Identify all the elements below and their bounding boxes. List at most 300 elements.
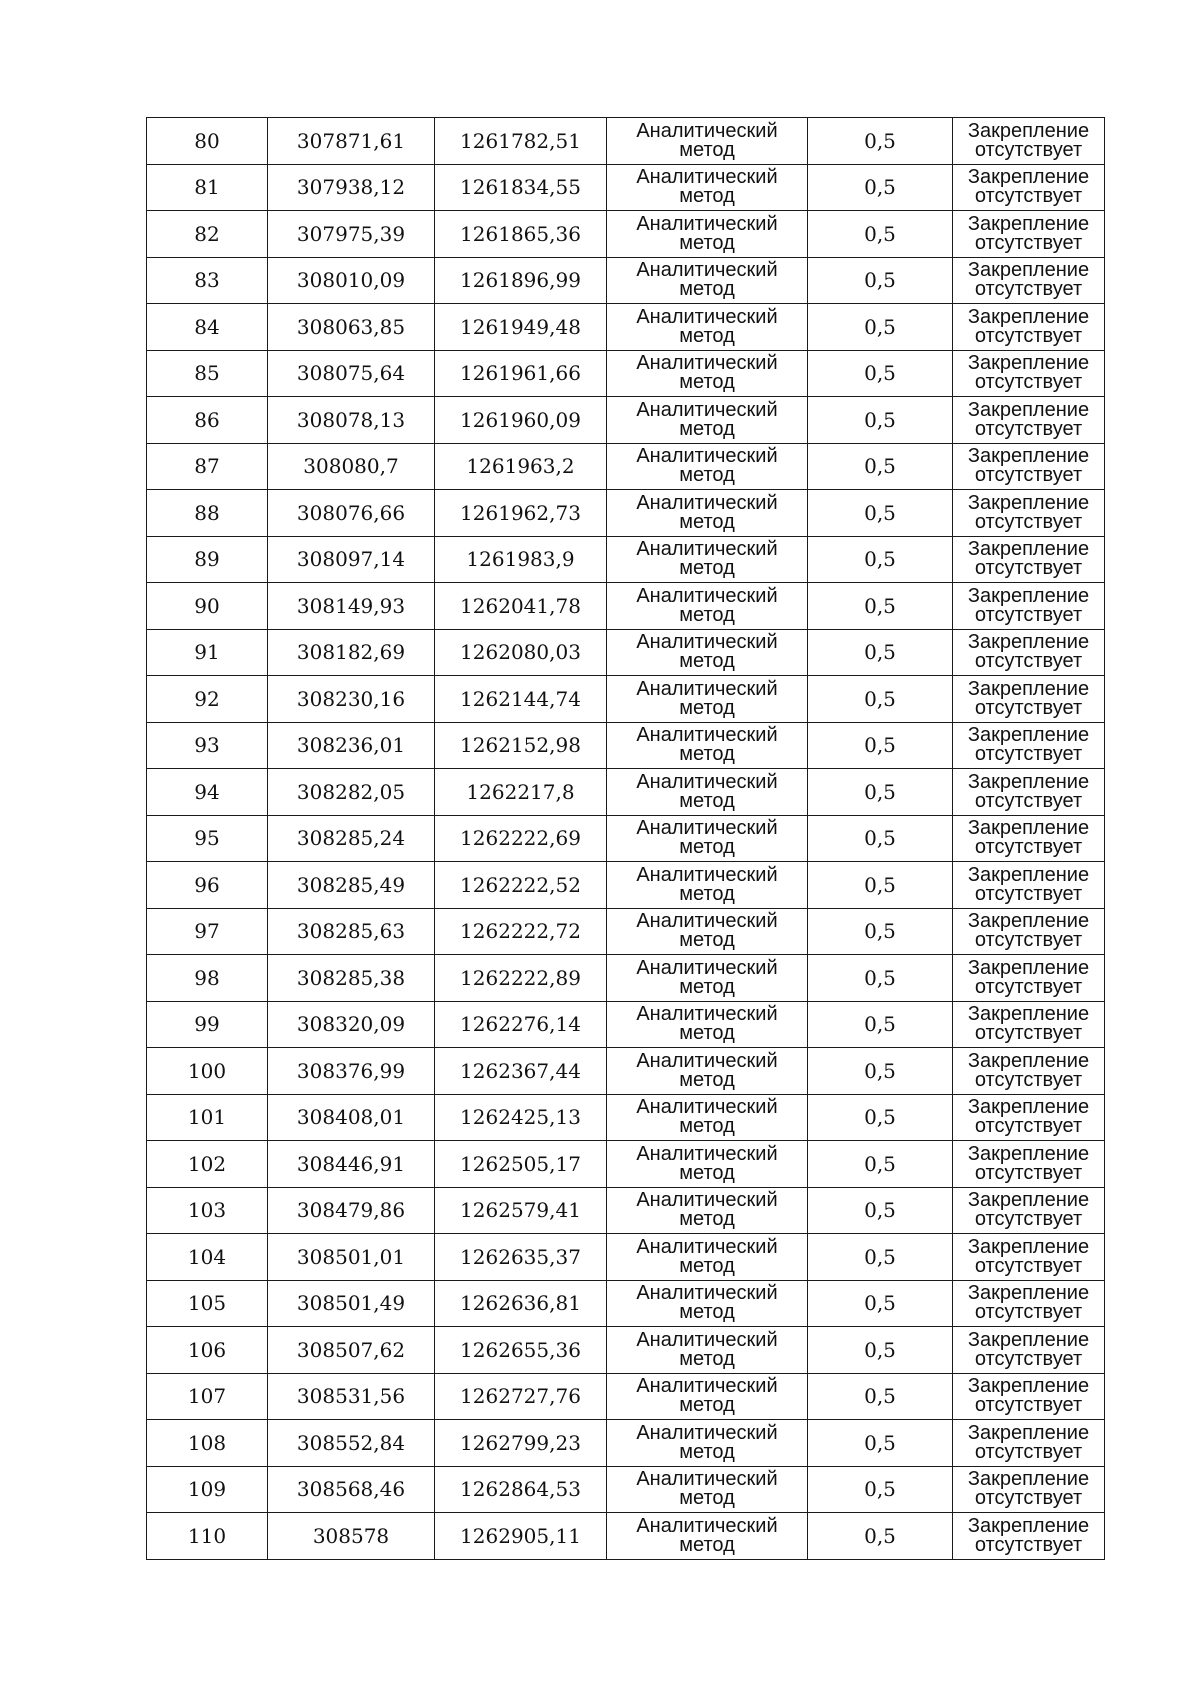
point-number-cell: 101 (147, 1094, 268, 1141)
y-coordinate-cell: 1261960,09 (435, 397, 607, 444)
method-cell (607, 769, 808, 816)
x-coordinate-cell: 308078,13 (268, 397, 435, 444)
point-number-cell: 94 (147, 769, 268, 816)
method-cell (607, 722, 808, 769)
y-coordinate-cell: 1262799,23 (435, 1420, 607, 1467)
method-text-line: метод (679, 1161, 735, 1184)
method-text-line: Аналитический (636, 1003, 778, 1026)
method-text-line: метод (679, 836, 735, 859)
fixing-text-line: отсутствует (974, 371, 1083, 394)
method-text-line: метод (679, 1208, 735, 1231)
method-cell (607, 862, 808, 909)
method-text-line: метод (679, 371, 735, 394)
fixing-text-line: Закрепление (967, 259, 1090, 282)
x-coordinate-cell: 308531,56 (268, 1373, 435, 1420)
method-text-line: Аналитический (636, 770, 778, 793)
point-number-cell: 103 (147, 1187, 268, 1234)
x-coordinate-cell: 308320,09 (268, 1001, 435, 1048)
y-coordinate-cell: 1262636,81 (435, 1280, 607, 1327)
fixing-text-line: Закрепление (967, 305, 1090, 328)
method-cell (607, 629, 808, 676)
table-row (147, 1141, 1105, 1188)
method-text-line: Аналитический (636, 1049, 778, 1072)
y-coordinate-cell: 1261961,66 (435, 350, 607, 397)
method-cell (607, 490, 808, 537)
table-row (147, 676, 1105, 723)
x-coordinate-cell: 308230,16 (268, 676, 435, 723)
method-cell (607, 211, 808, 258)
point-number-cell: 99 (147, 1001, 268, 1048)
table-row (147, 536, 1105, 583)
point-number-cell: 83 (147, 257, 268, 304)
x-coordinate-cell: 308236,01 (268, 722, 435, 769)
method-cell (607, 1234, 808, 1281)
fixing-text-line: отсутствует (974, 1208, 1083, 1231)
fixing-cell (953, 164, 1105, 211)
method-text-line: Аналитический (636, 491, 778, 514)
point-number-cell: 108 (147, 1420, 268, 1467)
method-cell (607, 536, 808, 583)
method-cell (607, 257, 808, 304)
fixing-text-line: Закрепление (967, 119, 1090, 142)
fixing-text-line: отсутствует (974, 278, 1083, 301)
x-coordinate-cell: 308097,14 (268, 536, 435, 583)
fixing-text-line: отсутствует (974, 1440, 1083, 1463)
x-coordinate-cell: 308010,09 (268, 257, 435, 304)
method-text-line: метод (679, 929, 735, 952)
accuracy-cell: 0,5 (808, 1234, 953, 1281)
point-number-cell: 93 (147, 722, 268, 769)
method-cell (607, 1373, 808, 1420)
table-row (147, 397, 1105, 444)
fixing-text-line: Закрепление (967, 910, 1090, 933)
point-number-cell: 89 (147, 536, 268, 583)
method-text-line: метод (679, 789, 735, 812)
method-text-line: Аналитический (636, 1468, 778, 1491)
y-coordinate-cell: 1261983,9 (435, 536, 607, 583)
fixing-text-line: Закрепление (967, 956, 1090, 979)
fixing-cell (953, 583, 1105, 630)
fixing-cell (953, 350, 1105, 397)
fixing-cell (953, 1094, 1105, 1141)
fixing-text-line: отсутствует (974, 1254, 1083, 1277)
fixing-cell (953, 397, 1105, 444)
fixing-text-line: отсутствует (974, 1115, 1083, 1138)
fixing-text-line: отсутствует (974, 789, 1083, 812)
fixing-text-line: Закрепление (967, 817, 1090, 840)
method-text-line: Аналитический (636, 259, 778, 282)
x-coordinate-cell: 308076,66 (268, 490, 435, 537)
fixing-text-line: отсутствует (974, 1068, 1083, 1091)
point-number-cell: 110 (147, 1513, 268, 1560)
method-cell (607, 1420, 808, 1467)
table-row (147, 257, 1105, 304)
fixing-text-line: Закрепление (967, 1421, 1090, 1444)
point-number-cell: 105 (147, 1280, 268, 1327)
fixing-text-line: Закрепление (967, 166, 1090, 189)
point-number-cell: 104 (147, 1234, 268, 1281)
fixing-cell (953, 443, 1105, 490)
table-row (147, 1513, 1105, 1560)
fixing-text-line: Закрепление (967, 1189, 1090, 1212)
method-cell (607, 1280, 808, 1327)
y-coordinate-cell: 1262276,14 (435, 1001, 607, 1048)
y-coordinate-cell: 1262635,37 (435, 1234, 607, 1281)
accuracy-cell: 0,5 (808, 1141, 953, 1188)
fixing-text-line: отсутствует (974, 1533, 1083, 1556)
coordinates-table-body (147, 118, 1105, 1560)
fixing-text-line: Закрепление (967, 1514, 1090, 1537)
method-text-line: Аналитический (636, 352, 778, 375)
accuracy-cell: 0,5 (808, 443, 953, 490)
point-number-cell: 90 (147, 583, 268, 630)
method-text-line: метод (679, 696, 735, 719)
accuracy-cell: 0,5 (808, 1001, 953, 1048)
method-text-line: Аналитический (636, 305, 778, 328)
method-cell (607, 164, 808, 211)
fixing-cell (953, 257, 1105, 304)
method-cell (607, 304, 808, 351)
fixing-text-line: Закрепление (967, 1375, 1090, 1398)
accuracy-cell: 0,5 (808, 536, 953, 583)
fixing-text-line: отсутствует (974, 464, 1083, 487)
point-number-cell: 80 (147, 118, 268, 165)
fixing-cell (953, 1187, 1105, 1234)
fixing-text-line: отсутствует (974, 836, 1083, 859)
x-coordinate-cell: 308578 (268, 1513, 435, 1560)
accuracy-cell: 0,5 (808, 629, 953, 676)
table-row (147, 1327, 1105, 1374)
method-cell (607, 955, 808, 1002)
accuracy-cell: 0,5 (808, 1373, 953, 1420)
fixing-text-line: отсутствует (974, 603, 1083, 626)
accuracy-cell: 0,5 (808, 397, 953, 444)
method-text-line: метод (679, 464, 735, 487)
method-cell (607, 583, 808, 630)
fixing-text-line: Закрепление (967, 445, 1090, 468)
method-cell (607, 1001, 808, 1048)
table-row (147, 1420, 1105, 1467)
fixing-cell (953, 1466, 1105, 1513)
x-coordinate-cell: 308568,46 (268, 1466, 435, 1513)
accuracy-cell: 0,5 (808, 304, 953, 351)
accuracy-cell: 0,5 (808, 583, 953, 630)
fixing-cell (953, 1280, 1105, 1327)
x-coordinate-cell: 307938,12 (268, 164, 435, 211)
fixing-text-line: отсутствует (974, 1394, 1083, 1417)
accuracy-cell: 0,5 (808, 350, 953, 397)
table-row (147, 908, 1105, 955)
x-coordinate-cell: 308285,24 (268, 815, 435, 862)
point-number-cell: 85 (147, 350, 268, 397)
method-cell (607, 118, 808, 165)
x-coordinate-cell: 308285,63 (268, 908, 435, 955)
point-number-cell: 102 (147, 1141, 268, 1188)
y-coordinate-cell: 1262080,03 (435, 629, 607, 676)
accuracy-cell: 0,5 (808, 1094, 953, 1141)
point-number-cell: 107 (147, 1373, 268, 1420)
method-text-line: Аналитический (636, 445, 778, 468)
point-number-cell: 96 (147, 862, 268, 909)
accuracy-cell: 0,5 (808, 908, 953, 955)
method-text-line: метод (679, 1068, 735, 1091)
x-coordinate-cell: 308376,99 (268, 1048, 435, 1095)
fixing-text-line: отсутствует (974, 324, 1083, 347)
accuracy-cell: 0,5 (808, 164, 953, 211)
accuracy-cell: 0,5 (808, 1187, 953, 1234)
y-coordinate-cell: 1262905,11 (435, 1513, 607, 1560)
accuracy-cell: 0,5 (808, 722, 953, 769)
method-text-line: Аналитический (636, 817, 778, 840)
fixing-cell (953, 1420, 1105, 1467)
accuracy-cell: 0,5 (808, 815, 953, 862)
method-cell (607, 443, 808, 490)
fixing-text-line: отсутствует (974, 650, 1083, 673)
fixing-text-line: Закрепление (967, 724, 1090, 747)
y-coordinate-cell: 1262425,13 (435, 1094, 607, 1141)
table-row (147, 1234, 1105, 1281)
x-coordinate-cell: 308149,93 (268, 583, 435, 630)
x-coordinate-cell: 307975,39 (268, 211, 435, 258)
fixing-cell (953, 1513, 1105, 1560)
y-coordinate-cell: 1262217,8 (435, 769, 607, 816)
y-coordinate-cell: 1262222,89 (435, 955, 607, 1002)
method-cell (607, 1141, 808, 1188)
table-row (147, 350, 1105, 397)
fixing-cell (953, 490, 1105, 537)
accuracy-cell: 0,5 (808, 490, 953, 537)
method-cell (607, 1327, 808, 1374)
fixing-cell (953, 862, 1105, 909)
fixing-text-line: отсутствует (974, 417, 1083, 440)
x-coordinate-cell: 308501,01 (268, 1234, 435, 1281)
y-coordinate-cell: 1262041,78 (435, 583, 607, 630)
table-row (147, 211, 1105, 258)
y-coordinate-cell: 1262144,74 (435, 676, 607, 723)
x-coordinate-cell: 307871,61 (268, 118, 435, 165)
x-coordinate-cell: 308182,69 (268, 629, 435, 676)
table-row (147, 583, 1105, 630)
fixing-text-line: Закрепление (967, 1328, 1090, 1351)
method-text-line: метод (679, 1533, 735, 1556)
method-cell (607, 1466, 808, 1513)
table-row (147, 1373, 1105, 1420)
method-text-line: метод (679, 1394, 735, 1417)
fixing-text-line: отсутствует (974, 1022, 1083, 1045)
method-text-line: Аналитический (636, 863, 778, 886)
fixing-cell (953, 211, 1105, 258)
fixing-cell (953, 1001, 1105, 1048)
fixing-text-line: Закрепление (967, 352, 1090, 375)
fixing-text-line: отсутствует (974, 1347, 1083, 1370)
method-text-line: метод (679, 882, 735, 905)
method-text-line: метод (679, 138, 735, 161)
point-number-cell: 109 (147, 1466, 268, 1513)
fixing-text-line: Закрепление (967, 1468, 1090, 1491)
fixing-text-line: отсутствует (974, 1301, 1083, 1324)
fixing-text-line: Закрепление (967, 677, 1090, 700)
accuracy-cell: 0,5 (808, 1513, 953, 1560)
table-row (147, 955, 1105, 1002)
fixing-cell (953, 1327, 1105, 1374)
fixing-text-line: отсутствует (974, 185, 1083, 208)
fixing-cell (953, 536, 1105, 583)
table-row (147, 118, 1105, 165)
method-cell (607, 1513, 808, 1560)
fixing-text-line: Закрепление (967, 863, 1090, 886)
method-cell (607, 815, 808, 862)
point-number-cell: 87 (147, 443, 268, 490)
fixing-text-line: отсутствует (974, 1487, 1083, 1510)
fixing-text-line: Закрепление (967, 1003, 1090, 1026)
x-coordinate-cell: 308075,64 (268, 350, 435, 397)
method-text-line: Аналитический (636, 677, 778, 700)
method-cell (607, 676, 808, 723)
method-text-line: метод (679, 1254, 735, 1277)
y-coordinate-cell: 1261834,55 (435, 164, 607, 211)
method-text-line: метод (679, 510, 735, 533)
y-coordinate-cell: 1261962,73 (435, 490, 607, 537)
coordinates-table (146, 117, 1105, 1560)
fixing-text-line: отсутствует (974, 882, 1083, 905)
method-text-line: Аналитический (636, 119, 778, 142)
point-number-cell: 86 (147, 397, 268, 444)
fixing-cell (953, 1373, 1105, 1420)
fixing-text-line: Закрепление (967, 491, 1090, 514)
fixing-cell (953, 676, 1105, 723)
y-coordinate-cell: 1262222,69 (435, 815, 607, 862)
point-number-cell: 84 (147, 304, 268, 351)
table-row (147, 1187, 1105, 1234)
x-coordinate-cell: 308552,84 (268, 1420, 435, 1467)
accuracy-cell: 0,5 (808, 676, 953, 723)
y-coordinate-cell: 1262222,72 (435, 908, 607, 955)
y-coordinate-cell: 1261963,2 (435, 443, 607, 490)
x-coordinate-cell: 308501,49 (268, 1280, 435, 1327)
point-number-cell: 81 (147, 164, 268, 211)
fixing-text-line: отсутствует (974, 696, 1083, 719)
table-row (147, 862, 1105, 909)
fixing-text-line: отсутствует (974, 743, 1083, 766)
method-text-line: Аналитический (636, 398, 778, 421)
x-coordinate-cell: 308282,05 (268, 769, 435, 816)
y-coordinate-cell: 1262655,36 (435, 1327, 607, 1374)
fixing-text-line: Закрепление (967, 631, 1090, 654)
y-coordinate-cell: 1262505,17 (435, 1141, 607, 1188)
point-number-cell: 98 (147, 955, 268, 1002)
table-row (147, 815, 1105, 862)
fixing-text-line: отсутствует (974, 231, 1083, 254)
method-text-line: метод (679, 1440, 735, 1463)
method-text-line: Аналитический (636, 1514, 778, 1537)
method-text-line: Аналитический (636, 1421, 778, 1444)
method-text-line: Аналитический (636, 1282, 778, 1305)
fixing-text-line: отсутствует (974, 138, 1083, 161)
method-cell (607, 1094, 808, 1141)
y-coordinate-cell: 1261782,51 (435, 118, 607, 165)
method-text-line: метод (679, 650, 735, 673)
table-row (147, 769, 1105, 816)
accuracy-cell: 0,5 (808, 1048, 953, 1095)
method-text-line: Аналитический (636, 1189, 778, 1212)
fixing-text-line: Закрепление (967, 584, 1090, 607)
fixing-text-line: Закрепление (967, 212, 1090, 235)
accuracy-cell: 0,5 (808, 1280, 953, 1327)
method-text-line: метод (679, 975, 735, 998)
method-text-line: Аналитический (636, 631, 778, 654)
y-coordinate-cell: 1261949,48 (435, 304, 607, 351)
method-text-line: Аналитический (636, 1328, 778, 1351)
method-cell (607, 1187, 808, 1234)
fixing-cell (953, 955, 1105, 1002)
method-cell (607, 908, 808, 955)
fixing-cell (953, 1141, 1105, 1188)
y-coordinate-cell: 1262864,53 (435, 1466, 607, 1513)
y-coordinate-cell: 1262152,98 (435, 722, 607, 769)
fixing-text-line: отсутствует (974, 929, 1083, 952)
method-text-line: метод (679, 1115, 735, 1138)
method-text-line: Аналитический (636, 212, 778, 235)
table-row (147, 490, 1105, 537)
fixing-text-line: отсутствует (974, 510, 1083, 533)
method-text-line: Аналитический (636, 910, 778, 933)
point-number-cell: 88 (147, 490, 268, 537)
x-coordinate-cell: 308479,86 (268, 1187, 435, 1234)
method-text-line: метод (679, 278, 735, 301)
method-cell (607, 350, 808, 397)
table-row (147, 443, 1105, 490)
fixing-cell (953, 304, 1105, 351)
method-text-line: метод (679, 1022, 735, 1045)
accuracy-cell: 0,5 (808, 118, 953, 165)
fixing-cell (953, 769, 1105, 816)
accuracy-cell: 0,5 (808, 955, 953, 1002)
x-coordinate-cell: 308285,38 (268, 955, 435, 1002)
fixing-text-line: отсутствует (974, 557, 1083, 580)
point-number-cell: 100 (147, 1048, 268, 1095)
method-cell (607, 1048, 808, 1095)
method-cell (607, 397, 808, 444)
method-text-line: метод (679, 1347, 735, 1370)
fixing-text-line: Закрепление (967, 1235, 1090, 1258)
point-number-cell: 97 (147, 908, 268, 955)
method-text-line: Аналитический (636, 1235, 778, 1258)
y-coordinate-cell: 1262367,44 (435, 1048, 607, 1095)
fixing-cell (953, 629, 1105, 676)
fixing-cell (953, 1234, 1105, 1281)
accuracy-cell: 0,5 (808, 1420, 953, 1467)
x-coordinate-cell: 308285,49 (268, 862, 435, 909)
table-row (147, 1001, 1105, 1048)
fixing-cell (953, 722, 1105, 769)
x-coordinate-cell: 308063,85 (268, 304, 435, 351)
point-number-cell: 91 (147, 629, 268, 676)
fixing-text-line: отсутствует (974, 1161, 1083, 1184)
method-text-line: Аналитический (636, 956, 778, 979)
method-text-line: метод (679, 185, 735, 208)
method-text-line: метод (679, 1301, 735, 1324)
x-coordinate-cell: 308408,01 (268, 1094, 435, 1141)
table-row (147, 304, 1105, 351)
fixing-text-line: Закрепление (967, 770, 1090, 793)
point-number-cell: 92 (147, 676, 268, 723)
point-number-cell: 95 (147, 815, 268, 862)
method-text-line: Аналитический (636, 724, 778, 747)
point-number-cell: 82 (147, 211, 268, 258)
method-text-line: метод (679, 743, 735, 766)
fixing-text-line: Закрепление (967, 538, 1090, 561)
table-row (147, 1048, 1105, 1095)
